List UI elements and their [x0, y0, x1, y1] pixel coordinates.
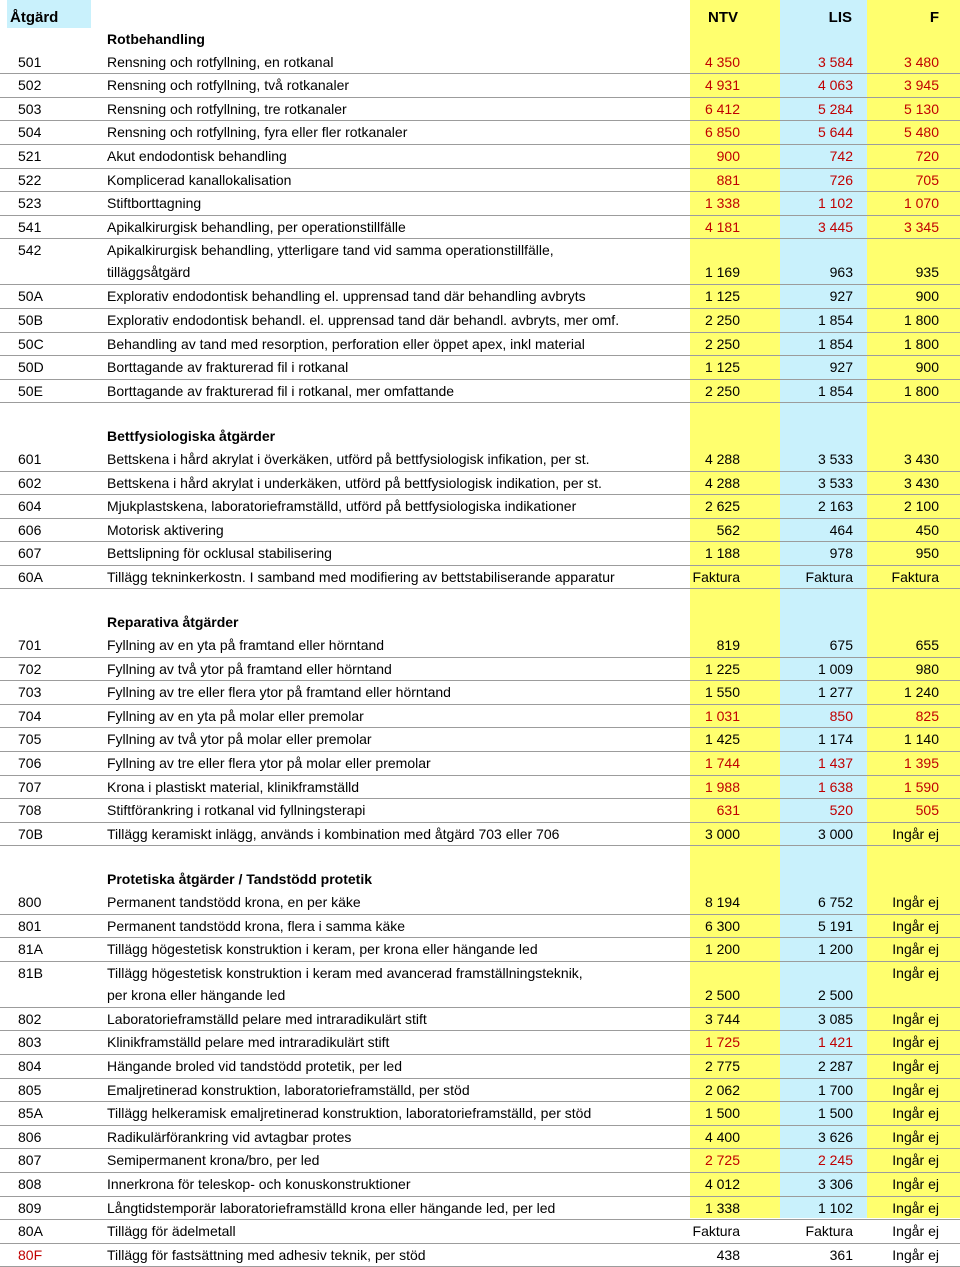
row-ntv: 1 125	[704, 288, 740, 305]
row-f: Ingår ej	[892, 1152, 939, 1169]
row-code: 81B	[18, 964, 43, 981]
section-title: Rotbehandling	[107, 31, 205, 47]
table-row	[0, 1220, 960, 1244]
row-f: 655	[915, 637, 939, 654]
row-description: Rensning och rotfyllning, en rotkanal	[107, 53, 334, 70]
row-ntv: 1 031	[704, 707, 740, 724]
row-f: 705	[915, 171, 939, 188]
row-description-cont: tilläggsåtgärd	[107, 264, 191, 281]
row-description: Behandling av tand med resorption, perforation eller öppet apex, inkl material	[107, 335, 585, 352]
row-code: 50D	[18, 359, 44, 376]
row-lis: 1 277	[817, 684, 853, 701]
table-row	[0, 566, 960, 590]
row-code: 606	[18, 521, 42, 538]
row-ntv: 4 400	[704, 1128, 740, 1145]
row-ntv: 1 725	[704, 1034, 740, 1051]
row-lis: 1 854	[817, 335, 853, 352]
section-title: Protetiska åtgärder / Tandstödd protetik	[107, 871, 373, 888]
row-description: Tillägg högestetisk konstruktion i keram, per krona eller hängande led	[107, 941, 538, 958]
row-code: 802	[18, 1010, 42, 1027]
row-lis: 464	[829, 521, 853, 538]
table-row	[0, 962, 960, 1008]
row-description: Stiftborttagning	[107, 195, 202, 212]
table-row	[0, 1031, 960, 1055]
row-code: 50E	[18, 382, 43, 399]
row-lis: 1 102	[817, 1199, 853, 1216]
row-lis: 675	[829, 637, 853, 654]
row-ntv: 6 300	[704, 917, 740, 934]
table-row	[0, 51, 960, 75]
row-f: Ingår ej	[892, 1199, 939, 1216]
row-f: Ingår ej	[892, 825, 939, 842]
row-ntv: 562	[716, 521, 740, 538]
row-code: 806	[18, 1128, 42, 1145]
row-code: 80F	[18, 1246, 43, 1263]
row-description: Långtidstemporär laboratorieframställd krona eller hängande led, per led	[107, 1199, 556, 1216]
row-f: Ingår ej	[892, 964, 939, 981]
row-lis: 1 638	[817, 778, 853, 795]
row-ntv: 6 412	[704, 100, 740, 117]
row-description: Rensning och rotfyllning, två rotkanaler	[107, 77, 350, 94]
row-ntv: 2 625	[704, 498, 740, 515]
table-row	[0, 216, 960, 240]
row-code: 70B	[18, 825, 43, 842]
table-row	[0, 752, 960, 776]
row-ntv: 2 250	[704, 335, 740, 352]
row-code: 805	[18, 1081, 42, 1098]
table-row	[0, 1079, 960, 1103]
row-code: 541	[18, 218, 42, 235]
table-row	[0, 380, 960, 404]
row-lis: 850	[829, 707, 853, 724]
row-lis: 3 000	[817, 825, 853, 842]
row-ntv: 819	[716, 637, 740, 654]
row-lis: 5 644	[817, 124, 853, 141]
row-code: 521	[18, 147, 42, 164]
row-ntv: 2 250	[704, 311, 740, 328]
row-lis: 978	[829, 545, 853, 562]
header-lis: LIS	[828, 9, 852, 26]
row-description: Fyllning av en yta på molar eller premolar	[107, 707, 364, 724]
row-f: Ingår ej	[892, 1081, 939, 1098]
row-f: Ingår ej	[892, 917, 939, 934]
row-description: Permanent tandstödd krona, flera i samma käke	[107, 917, 406, 934]
row-code: 808	[18, 1175, 42, 1192]
row-f: 720	[915, 147, 939, 164]
row-description: Krona i plastiskt material, klinikframställd	[107, 778, 360, 795]
row-lis: 927	[829, 359, 853, 376]
row-code: 522	[18, 171, 42, 188]
table-row	[0, 938, 960, 962]
row-f: 1 800	[903, 311, 939, 328]
row-f: 505	[915, 802, 939, 819]
section-title-row	[0, 611, 960, 634]
table-row	[0, 192, 960, 216]
row-ntv: 900	[716, 147, 740, 164]
row-code: 705	[18, 731, 42, 748]
row-code: 800	[18, 894, 42, 910]
row-f: 1 590	[903, 778, 939, 795]
row-description: Tillägg för ädelmetall	[107, 1223, 236, 1240]
table-row	[0, 74, 960, 98]
row-lis: 5 284	[817, 100, 853, 117]
row-description: Apikalkirurgisk behandling, per operationstillfälle	[107, 218, 406, 235]
table-row	[0, 1008, 960, 1032]
row-lis: 6 752	[817, 894, 853, 910]
row-ntv: 3 000	[704, 825, 740, 842]
row-lis: 1 200	[817, 941, 853, 958]
row-description: Rensning och rotfyllning, tre rotkanaler	[107, 100, 347, 117]
row-code: 523	[18, 195, 42, 212]
row-f: 3 430	[903, 474, 939, 491]
table-row	[0, 519, 960, 543]
row-description: Laboratorieframställd pelare med intraradikulärt stift	[107, 1010, 427, 1027]
row-ntv: 4 288	[704, 474, 740, 491]
row-code: 809	[18, 1199, 42, 1216]
row-lis: 1 009	[817, 660, 853, 677]
row-f: 900	[915, 359, 939, 376]
table-row	[0, 658, 960, 682]
table-row	[0, 776, 960, 800]
row-ntv: 1 500	[704, 1105, 740, 1122]
table-row	[0, 1197, 960, 1221]
table-row	[0, 823, 960, 847]
row-description: Apikalkirurgisk behandling, ytterligare tand vid samma operationstillfälle,	[107, 242, 554, 259]
row-lis: Faktura	[805, 1223, 853, 1240]
row-lis: 4 063	[817, 77, 853, 94]
row-description: Tillägg keramiskt inlägg, används i kombination med åtgärd 703 eller 706	[107, 825, 560, 842]
row-f: Ingår ej	[892, 1223, 939, 1240]
table-row	[0, 1126, 960, 1150]
row-ntv: 1 200	[704, 941, 740, 958]
row-f: 3 945	[903, 77, 939, 94]
row-description: Mjukplastskena, laboratorieframställd, utförd på bettfysiologiska indikationer	[107, 498, 577, 515]
row-f: 980	[915, 660, 939, 677]
row-f: 1 240	[903, 684, 939, 701]
row-description: Rensning och rotfyllning, fyra eller fler rotkanaler	[107, 124, 408, 141]
row-f: 2 100	[903, 498, 939, 515]
row-code: 503	[18, 100, 42, 117]
row-lis: 2 245	[817, 1152, 853, 1169]
row-ntv: 1 169	[704, 264, 740, 281]
section-spacer	[0, 589, 960, 611]
table-body	[0, 28, 960, 1267]
row-lis: 1 437	[817, 755, 853, 772]
row-lis: 3 626	[817, 1128, 853, 1145]
table-row	[0, 169, 960, 193]
row-lis: 742	[829, 147, 853, 164]
row-lis: 2 163	[817, 498, 853, 515]
row-code: 804	[18, 1057, 42, 1074]
row-lis: 1 854	[817, 311, 853, 328]
row-description: Explorativ endodontisk behandl. el. upprensad tand där behandl. avbryts, mer omf.	[107, 311, 620, 328]
row-code: 607	[18, 545, 42, 562]
table-row	[0, 239, 960, 285]
row-ntv: 2 062	[704, 1081, 740, 1098]
row-lis: Faktura	[805, 568, 853, 585]
row-lis: 1 854	[817, 382, 853, 399]
row-lis: 1 421	[817, 1034, 853, 1051]
row-code: 504	[18, 124, 42, 141]
row-code: 601	[18, 450, 42, 467]
table-row	[0, 1244, 960, 1267]
row-lis: 3 533	[817, 474, 853, 491]
row-description: Akut endodontisk behandling	[107, 147, 287, 164]
table-row	[0, 1055, 960, 1079]
row-ntv: 438	[716, 1246, 740, 1263]
row-f: Ingår ej	[892, 1105, 939, 1122]
row-code: 702	[18, 660, 42, 677]
table-row	[0, 356, 960, 380]
row-lis: 2 287	[817, 1057, 853, 1074]
row-ntv: 1 338	[704, 195, 740, 212]
row-lis: 726	[829, 171, 853, 188]
row-code: 81A	[18, 941, 43, 958]
table-row	[0, 1149, 960, 1173]
row-description: Stiftförankring i rotkanal vid fyllningsterapi	[107, 802, 366, 819]
row-lis: 3 584	[817, 53, 853, 70]
row-code: 707	[18, 778, 42, 795]
row-description: Fyllning av två ytor på framtand eller hörntand	[107, 660, 392, 677]
row-description: Bettskena i hård akrylat i underkäken, utförd på bettfysiologisk indikation, per st.	[107, 474, 602, 491]
row-description: Klinikframställd pelare med intraradikulärt stift	[107, 1034, 390, 1051]
row-code: 801	[18, 917, 42, 934]
row-description: Komplicerad kanallokalisation	[107, 171, 292, 188]
table-row	[0, 495, 960, 519]
table-row	[0, 448, 960, 472]
table-row	[0, 309, 960, 333]
row-ntv: 4 350	[704, 53, 740, 70]
table-row	[0, 728, 960, 752]
row-description: Semipermanent krona/bro, per led	[107, 1152, 320, 1169]
row-lis: 1 174	[817, 731, 853, 748]
row-description: Tillägg helkeramisk emaljretinerad konstruktion, laboratorieframställd, per stöd	[107, 1105, 592, 1122]
row-f: 825	[915, 707, 939, 724]
row-lis: 3 445	[817, 218, 853, 235]
table-row	[0, 333, 960, 357]
row-ntv: 2 250	[704, 382, 740, 399]
row-ntv: 8 194	[704, 894, 740, 910]
row-lis: 2 500	[817, 986, 853, 1003]
row-f: 1 070	[903, 195, 939, 212]
row-ntv: 2 725	[704, 1152, 740, 1169]
row-code: 708	[18, 802, 42, 819]
row-lis: 1 102	[817, 195, 853, 212]
row-f: Ingår ej	[892, 894, 939, 910]
row-code: 803	[18, 1034, 42, 1051]
row-f: 950	[915, 545, 939, 562]
row-f: 5 480	[903, 124, 939, 141]
row-ntv: 1 125	[704, 359, 740, 376]
row-code: 85A	[18, 1105, 43, 1122]
row-f: 1 800	[903, 382, 939, 399]
row-code: 602	[18, 474, 42, 491]
row-ntv: Faktura	[692, 1223, 740, 1240]
row-ntv: 2 500	[704, 986, 740, 1003]
table-row	[0, 891, 960, 915]
table-row	[0, 681, 960, 705]
row-ntv: 1 425	[704, 731, 740, 748]
row-code: 807	[18, 1152, 42, 1169]
row-ntv: 4 288	[704, 450, 740, 467]
row-f: Ingår ej	[892, 1175, 939, 1192]
row-description: Borttagande av frakturerad fil i rotkanal, mer omfattande	[107, 382, 455, 399]
row-f: 1 800	[903, 335, 939, 352]
row-f: Ingår ej	[892, 1057, 939, 1074]
header-code: Åtgärd	[10, 9, 59, 26]
table-row	[0, 145, 960, 169]
table-row	[0, 285, 960, 309]
row-f: Ingår ej	[892, 1128, 939, 1145]
section-spacer	[0, 403, 960, 425]
row-f: Ingår ej	[892, 941, 939, 958]
row-f: 1 395	[903, 755, 939, 772]
row-ntv: Faktura	[692, 568, 740, 585]
row-lis: 1 500	[817, 1105, 853, 1122]
section-spacer	[0, 846, 960, 868]
table-row	[0, 1102, 960, 1126]
row-ntv: 3 744	[704, 1010, 740, 1027]
row-description: Motorisk aktivering	[107, 521, 224, 538]
row-ntv: 881	[716, 171, 740, 188]
section-title: Reparativa åtgärder	[107, 614, 239, 631]
row-f: 5 130	[903, 100, 939, 117]
row-code: 703	[18, 684, 42, 701]
row-ntv: 4 931	[704, 77, 740, 94]
table-row	[0, 705, 960, 729]
table-row	[0, 121, 960, 145]
row-code: 704	[18, 707, 42, 724]
row-f: Ingår ej	[892, 1034, 939, 1051]
section-title-row	[0, 28, 960, 51]
row-code: 501	[18, 53, 42, 70]
row-f: 450	[915, 521, 939, 538]
row-description: Permanent tandstödd krona, en per käke	[107, 894, 361, 910]
row-code: 60A	[18, 568, 43, 585]
row-f: Ingår ej	[892, 1246, 939, 1263]
row-description: Bettskena i hård akrylat i överkäken, utförd på bettfysiologisk infikation, per st.	[107, 450, 590, 467]
row-ntv: 1 188	[704, 545, 740, 562]
row-f: 3 345	[903, 218, 939, 235]
row-ntv: 2 775	[704, 1057, 740, 1074]
row-description: Tillägg tekninkerkostn. I samband med modifiering av bettstabiliserande apparatur	[107, 568, 615, 585]
row-code: 701	[18, 637, 42, 654]
section-title-row	[0, 425, 960, 448]
row-lis: 3 306	[817, 1175, 853, 1192]
section-title-row	[0, 868, 960, 891]
row-ntv: 1 338	[704, 1199, 740, 1216]
row-lis: 3 533	[817, 450, 853, 467]
row-description: Fyllning av två ytor på molar eller premolar	[107, 731, 372, 748]
table-row	[0, 1173, 960, 1197]
row-description: Bettslipning för ocklusal stabilisering	[107, 545, 332, 562]
row-code: 50A	[18, 288, 43, 305]
row-description: Fyllning av tre eller flera ytor på molar eller premolar	[107, 755, 431, 772]
row-lis: 927	[829, 288, 853, 305]
row-f: Faktura	[891, 568, 939, 585]
header-ntv: NTV	[708, 9, 738, 26]
row-lis: 1 700	[817, 1081, 853, 1098]
table-header	[0, 0, 960, 28]
row-ntv: 4 181	[704, 218, 740, 235]
row-f: 3 480	[903, 53, 939, 70]
row-description: Borttagande av frakturerad fil i rotkanal	[107, 359, 349, 376]
row-description: Fyllning av en yta på framtand eller hörntand	[107, 637, 385, 654]
row-description: Emaljretinerad konstruktion, laboratorieframställd, per stöd	[107, 1081, 470, 1098]
row-code: 80A	[18, 1223, 43, 1240]
row-f: 900	[915, 288, 939, 305]
row-code: 706	[18, 755, 42, 772]
row-description: Hängande broled vid tandstödd protetik, per led	[107, 1057, 402, 1074]
table-row	[0, 472, 960, 496]
row-description: Innerkrona för teleskop- och konuskonstruktioner	[107, 1175, 411, 1192]
row-lis: 520	[829, 802, 853, 819]
row-lis: 5 191	[817, 917, 853, 934]
row-description: Tillägg högestetisk konstruktion i keram med avancerad framställningsteknik,	[107, 964, 583, 981]
header-f: F	[929, 9, 939, 26]
row-ntv: 1 225	[704, 660, 740, 677]
row-f: 1 140	[903, 731, 939, 748]
row-ntv: 1 744	[704, 755, 740, 772]
row-f: 935	[915, 264, 939, 281]
section-title: Bettfysiologiska åtgärder	[107, 428, 276, 445]
row-code: 50C	[18, 335, 44, 352]
table-row	[0, 915, 960, 939]
row-code: 604	[18, 498, 42, 515]
table-row	[0, 634, 960, 658]
row-code: 502	[18, 77, 42, 94]
row-description: Radikulärförankring vid avtagbar protes	[107, 1128, 352, 1145]
row-description: Fyllning av tre eller flera ytor på framtand eller hörntand	[107, 684, 451, 701]
row-ntv: 6 850	[704, 124, 740, 141]
table-row	[0, 799, 960, 823]
row-lis: 3 085	[817, 1010, 853, 1027]
table-row	[0, 98, 960, 122]
row-f: 3 430	[903, 450, 939, 467]
table-row	[0, 542, 960, 566]
row-ntv: 1 988	[704, 778, 740, 795]
row-description: Explorativ endodontisk behandling el. upprensad tand där behandling avbryts	[107, 288, 586, 305]
row-code: 50B	[18, 311, 43, 328]
row-ntv: 1 550	[704, 684, 740, 701]
row-description-cont: per krona eller hängande led	[107, 986, 286, 1003]
row-lis: 963	[829, 264, 853, 281]
row-description: Tillägg för fastsättning med adhesiv teknik, per stöd	[107, 1246, 426, 1263]
row-f: Ingår ej	[892, 1010, 939, 1027]
row-lis: 361	[829, 1246, 853, 1263]
row-ntv: 631	[716, 802, 740, 819]
row-ntv: 4 012	[704, 1175, 740, 1192]
row-code: 542	[18, 242, 42, 259]
